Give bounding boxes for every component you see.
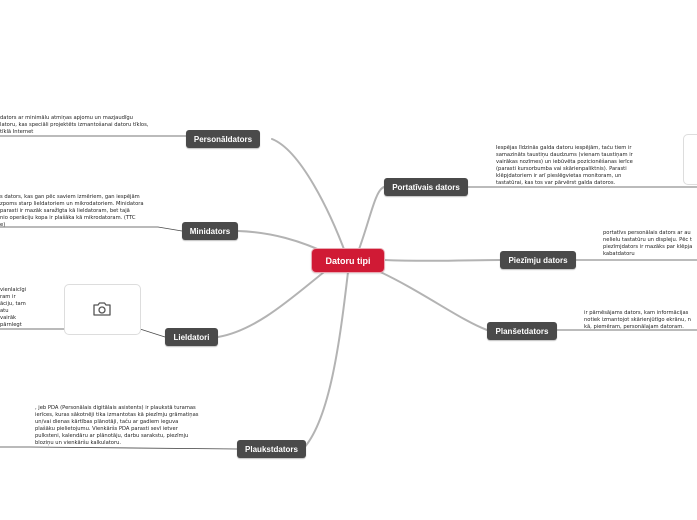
topic-personal[interactable]: Personāldators <box>186 130 260 148</box>
link-pda <box>303 272 348 449</box>
note-tablet: ir pārnēsājams dators, kam informācijas notiek izmantojot skārienjūtīgo ekrānu, n kā, piemēram, personālajam datoram. <box>584 310 691 330</box>
link-laptop <box>358 187 384 252</box>
topic-laptop[interactable]: Portatīvais dators <box>384 178 468 196</box>
topic-tablet[interactable]: Planšetdators <box>487 322 557 340</box>
topic-pda[interactable]: Plaukstdators <box>237 440 306 458</box>
topic-main[interactable]: Lieldatori <box>165 328 218 346</box>
link-tablet <box>376 270 487 330</box>
topic-mini[interactable]: Minidators <box>182 222 238 240</box>
note-personal: dators ar minimālu atmiņas apjomu un mazjaudīgu latoru, kas speciāli projektēts izmantošanai datoru tīklos, tīklā Internet <box>0 115 149 135</box>
laptop-image-box <box>683 134 697 185</box>
topic-notebook[interactable]: Piezīmju dators <box>500 251 576 269</box>
link-main <box>218 265 333 337</box>
camera-icon <box>92 301 112 317</box>
note-mini: s dators, kas gan pēc saviem izmēriem, gan iespējām zpoms starp lieldatoriem un mikrodatoriem. Minidatora parasti ir mazāk saražīgta kā lieldatoram, bet tajā nio operāciju kopa ir plašāka kā mikrodatoram. (TTC e) <box>0 194 144 228</box>
note-laptop: Iespējas līdzinās galda datoru iespējām, taču tiem ir samazināts taustiņu daudzums (vienam taustiņam ir vairākas nozīmes) un iebūvēta pozicionēšanas ierīce (parasti kursorbumba vai skārienpaliktnis). Parasti klēpjdatoriem ir arī pieslēgvietas monitoram, un tastatūrai, kas tos var pārvērst galda datoros. <box>496 145 633 186</box>
note-notebook: portatīvs personālais dators ar au nelielu tastatūru un displeju. Pēc t piezīmjdators ir mazāks par klēpja kabatdatoru <box>603 230 693 257</box>
link-personal <box>272 139 348 260</box>
link-notebook <box>384 260 500 261</box>
note-main: vienlaicīgi ram ir āciju, tam atu vairāk pārnlegt <box>0 287 27 328</box>
main-image-box <box>64 284 141 335</box>
note-pda: , jeb PDA (Personālais digitālais asistents) ir plaukstā turamas ierīces, kuras sākotnēji tika izmantotas kā piezīmju grāmatiņas un/vai dienas kārtības plānotāji, taču ar gadiem ieguva plašāku pielietojumu. Vienkāršs PDA parasti sevī ietver pulksteni, kalendāru ar plānotāju, darbu sarakstu, piezīmju bloziņu un vienkāršu kalkulatoru. <box>35 405 199 446</box>
central-topic[interactable]: Datoru tipi <box>312 249 384 272</box>
note-line-pda <box>0 447 237 449</box>
